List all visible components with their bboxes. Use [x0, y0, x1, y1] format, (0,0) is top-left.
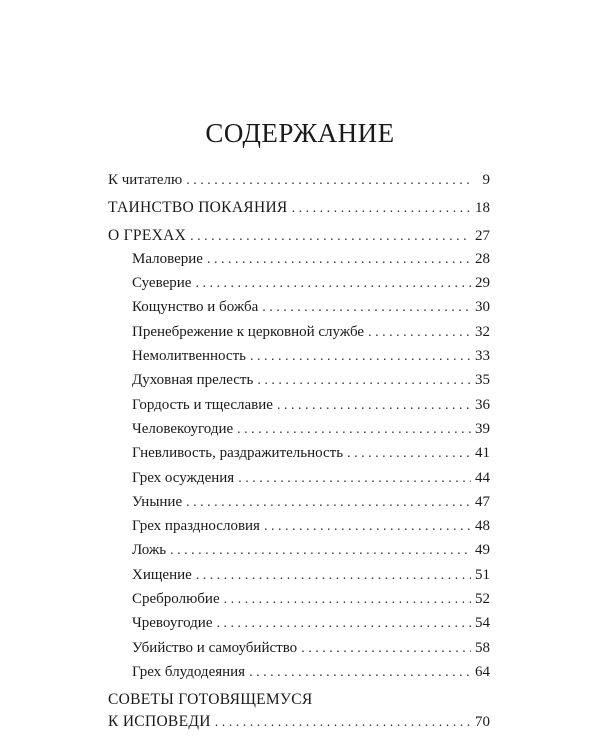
toc-entry-label-line2: К ИСПОВЕДИ	[108, 713, 211, 731]
toc-entry-page: 9	[482, 172, 490, 188]
toc-subentry-page: 30	[475, 299, 490, 316]
toc-subentry-label: Духовная прелесть	[132, 372, 254, 389]
toc-subentry-label: Гордость и тщеславие	[132, 396, 273, 413]
dot-leader	[216, 616, 471, 632]
toc-subentry-page: 47	[475, 493, 490, 510]
dot-leader	[196, 568, 471, 584]
toc-subentry-page: 64	[475, 663, 490, 680]
table-of-contents	[108, 172, 490, 738]
dot-leader	[186, 495, 471, 511]
toc-subentry-label: Кощунство и божба	[132, 299, 259, 316]
toc-subentry-label: Грех блудодеяния	[132, 663, 246, 680]
toc-subentry-label: Хищение	[132, 566, 192, 583]
toc-entry-about-sins[interactable]	[108, 227, 490, 251]
toc-subentry[interactable]	[108, 591, 490, 615]
toc-subentry-page: 36	[475, 396, 490, 413]
toc-subentry[interactable]	[108, 299, 490, 323]
toc-subentry[interactable]	[108, 348, 490, 372]
toc-subentry-label: Немолитвенность	[132, 348, 246, 365]
toc-subentry[interactable]	[108, 518, 490, 542]
toc-subentry-page: 51	[475, 566, 490, 583]
toc-subentry-page: 41	[475, 445, 490, 462]
dot-leader	[195, 276, 471, 292]
toc-subentry-page: 49	[475, 542, 490, 559]
toc-subentry[interactable]	[108, 494, 490, 518]
toc-subentry-label: Ложь	[132, 542, 167, 559]
dot-leader	[249, 665, 471, 681]
toc-entry-line	[108, 713, 490, 737]
toc-subentry-page: 48	[475, 518, 490, 535]
toc-subentry-page: 52	[475, 591, 490, 608]
dot-leader	[215, 715, 471, 731]
toc-subentry-page: 44	[475, 469, 490, 486]
toc-subentry-page: 39	[475, 420, 490, 437]
dot-leader	[237, 422, 471, 438]
toc-subentry[interactable]	[108, 445, 490, 469]
toc-subentry-label: Человекоугодие	[132, 420, 234, 437]
toc-entry-page: 27	[475, 227, 490, 244]
dot-leader	[368, 325, 471, 341]
dot-leader	[277, 398, 471, 414]
dot-leader	[292, 201, 471, 217]
toc-subentry-label: Суеверие	[132, 275, 192, 292]
toc-subentry[interactable]	[108, 372, 490, 396]
dot-leader	[186, 173, 472, 189]
toc-entry-label-line1: СОВЕТЫ ГОТОВЯЩЕМУСЯ	[108, 691, 313, 709]
toc-subentry-page: 35	[475, 372, 490, 389]
dot-leader	[190, 229, 471, 245]
dot-leader	[207, 252, 471, 268]
dot-leader	[347, 446, 471, 462]
toc-subentry-page: 58	[475, 639, 490, 656]
toc-entry-label: К читателю	[108, 172, 183, 188]
dot-leader	[170, 543, 471, 559]
toc-entry-page: 70	[475, 714, 490, 731]
page-title: СОДЕРЖАНИЕ	[205, 118, 395, 148]
toc-subentry-label: Гневливость, раздражительность	[132, 445, 344, 462]
toc-subentry[interactable]	[108, 251, 490, 275]
dot-leader	[257, 373, 471, 389]
toc-entry-line	[108, 691, 490, 713]
dot-leader	[262, 300, 471, 316]
toc-subentry-label: Маловерие	[132, 250, 203, 267]
dot-leader	[301, 641, 471, 657]
toc-subentry-page: 54	[475, 615, 490, 632]
toc-entry-label: О ГРЕХАХ	[108, 226, 187, 244]
toc-subentry-page: 29	[475, 275, 490, 292]
toc-subentry-label: Убийство и самоубийство	[132, 639, 298, 656]
toc-entry-page: 18	[475, 200, 490, 217]
toc-subentry-page: 33	[475, 348, 490, 365]
dot-leader	[250, 349, 471, 365]
toc-entry-label: ТАИНСТВО ПОКАЯНИЯ	[108, 199, 288, 217]
toc-subentry[interactable]	[108, 567, 490, 591]
toc-entry-advice-for-confession[interactable]	[108, 691, 490, 737]
toc-subentry[interactable]	[108, 275, 490, 299]
toc-subentry-label: Пренебрежение к церковной службе	[132, 323, 365, 340]
toc-subentry[interactable]	[108, 470, 490, 494]
toc-subentry-page: 32	[475, 323, 490, 340]
toc-subentry-label: Грех празднословия	[132, 518, 260, 535]
toc-subentry[interactable]	[108, 640, 490, 664]
toc-entry-to-reader[interactable]	[108, 172, 490, 196]
toc-subentry[interactable]	[108, 542, 490, 566]
toc-subentry[interactable]	[108, 615, 490, 639]
toc-subentry-label: Сребролюбие	[132, 591, 220, 608]
dot-leader	[224, 592, 471, 608]
toc-subentry-label: Грех осуждения	[132, 469, 235, 486]
dot-leader	[238, 471, 471, 487]
toc-subentry-label: Уныние	[132, 493, 183, 510]
dot-leader	[264, 519, 471, 535]
toc-subentry-page: 28	[475, 250, 490, 267]
toc-subentry[interactable]	[108, 397, 490, 421]
toc-subentry[interactable]	[108, 664, 490, 688]
toc-subentry[interactable]	[108, 324, 490, 348]
toc-subentry-label: Чревоугодие	[132, 615, 213, 632]
toc-entry-sacrament-of-confession[interactable]	[108, 199, 490, 223]
toc-subentry[interactable]	[108, 421, 490, 445]
